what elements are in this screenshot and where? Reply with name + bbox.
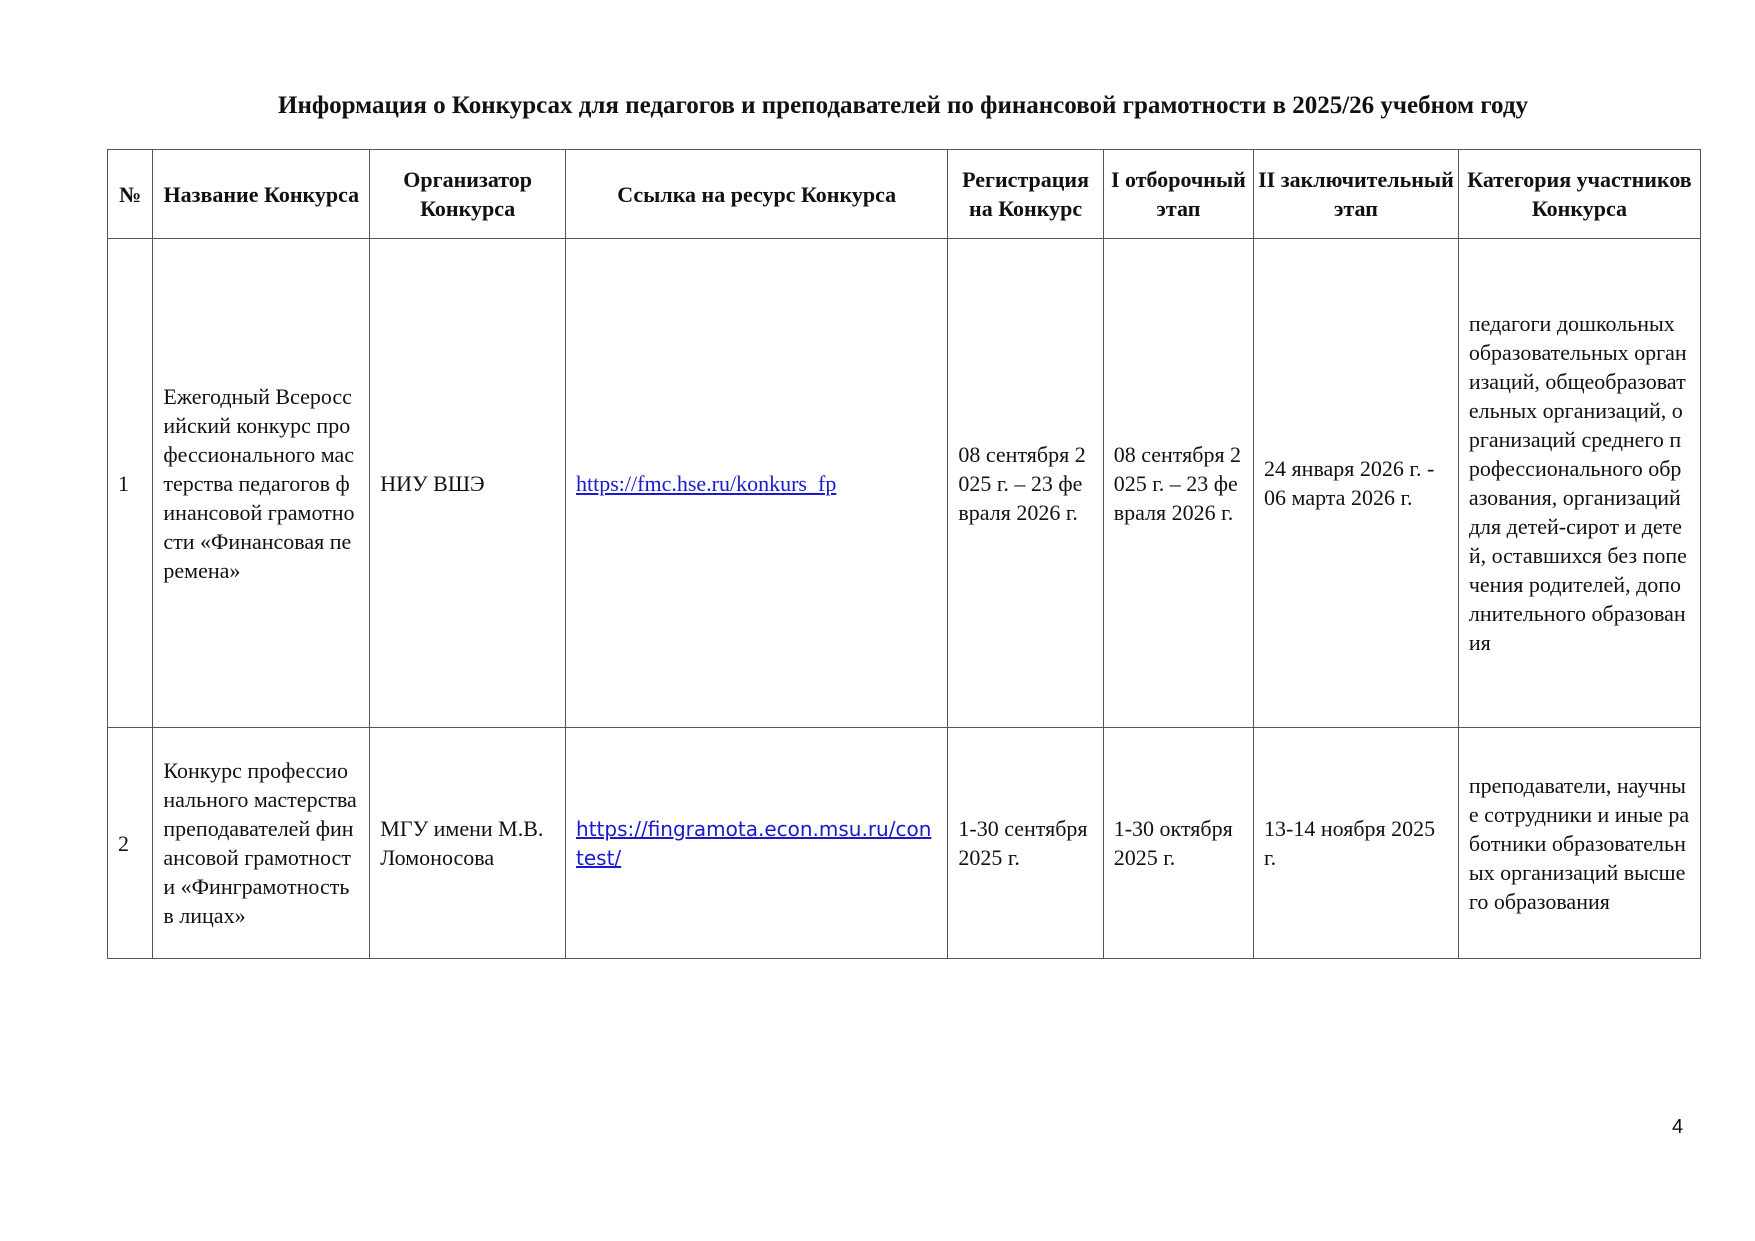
contest-link-cell: [566, 239, 948, 728]
contest-link[interactable]: https://fingramota.econ.msu.ru/contest/: [576, 817, 932, 870]
header-name: Название Конкурса: [153, 150, 370, 239]
row-num: 2: [108, 728, 153, 959]
header-link: Ссылка на ресурс Конкурса: [566, 150, 948, 239]
header-stage-1: I отборочный этап: [1103, 150, 1253, 239]
contest-stage-2: 24 января 2026 г. - 06 марта 2026 г.: [1254, 239, 1459, 728]
contest-link[interactable]: https://fmc.hse.ru/konkurs_fp: [576, 470, 837, 496]
table-header-row: [108, 150, 1701, 239]
contest-registration: 1-30 сентября 2025 г.: [948, 728, 1103, 959]
header-organizer: Организатор Конкурса: [370, 150, 566, 239]
contest-stage-1: 08 сентября 2025 г. – 23 февраля 2026 г.: [1103, 239, 1253, 728]
contest-stage-1: 1-30 октября 2025 г.: [1103, 728, 1253, 959]
header-num: №: [108, 150, 153, 239]
contest-link-cell: [566, 728, 948, 959]
contest-stage-2: 13-14 ноября 2025 г.: [1254, 728, 1459, 959]
contest-registration: 08 сентября 2025 г. – 23 февраля 2026 г.: [948, 239, 1103, 728]
contest-name: Ежегодный Всероссийский конкурс профессионального мастерства педагогов финансовой грамотности «Финансовая перемена»: [153, 239, 370, 728]
contests-table: [107, 149, 1701, 959]
contest-name: Конкурс профессионального мастерства преподавателей финансовой грамотности «Финграмотность в лицах»: [153, 728, 370, 959]
contest-organizer: НИУ ВШЭ: [370, 239, 566, 728]
header-category: Категория участников Конкурса: [1458, 150, 1700, 239]
header-registration: Регистрация на Конкурс: [948, 150, 1103, 239]
contest-category: преподаватели, научные сотрудники и иные работники образовательных организаций высшего образования: [1458, 728, 1700, 959]
header-stage-2: II заключительный этап: [1254, 150, 1459, 239]
contest-organizer: МГУ имени М.В. Ломоносова: [370, 728, 566, 959]
table-row: [108, 728, 1701, 959]
page-number: 4: [1672, 1116, 1684, 1138]
table-row: [108, 239, 1701, 728]
contest-category: педагоги дошкольных образовательных организаций, общеобразовательных организаций, организаций среднего профессионального образования, организаций для детей-сирот и детей, оставшихся без попечения родителей, дополнительного образования: [1458, 239, 1700, 728]
page-title: Информация о Конкурсах для педагогов и преподавателей по финансовой грамотности в 2025/26 учебном году: [278, 92, 1528, 119]
row-num: 1: [108, 239, 153, 728]
